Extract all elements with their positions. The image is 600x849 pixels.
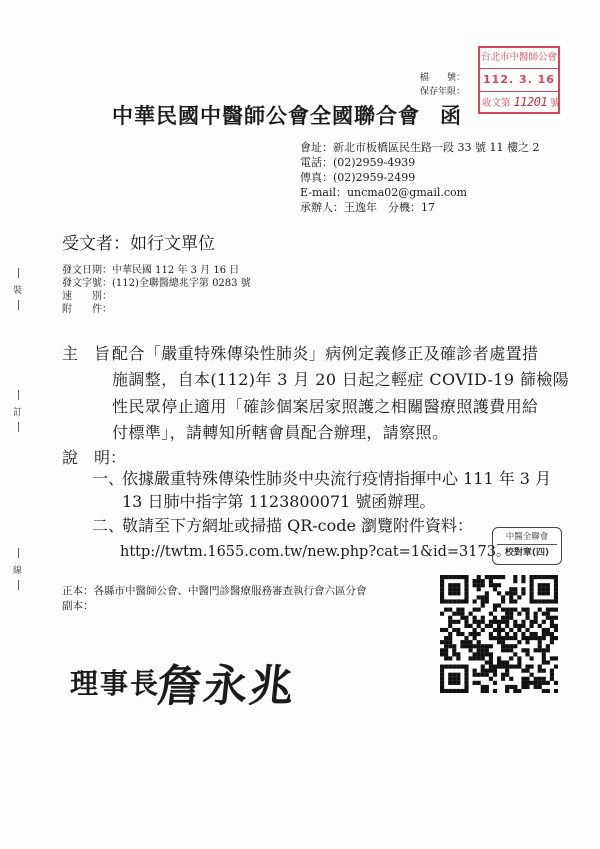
recipient: 受文者：如行文單位 (62, 234, 215, 254)
issue-number: 發文字號：(112)全聯醫總兆字第 0283 號 (62, 278, 251, 289)
subject-line: 施調整，自本(112)年 3 月 20 日起之輕症 COVID-19 篩檢陽 (112, 370, 570, 389)
explanation-item-number: 二、 (92, 516, 125, 535)
contact-email: E-mail：uncma02@gmail.com (300, 186, 468, 199)
binding-dash (18, 268, 19, 278)
receipt-stamp-org: 台北市中醫師公會 (480, 48, 558, 69)
file-number-label: 檔 號： (420, 73, 466, 83)
proofread-stamp-label: 校對章(四) (504, 548, 550, 558)
issue-date: 發文日期：中華民國 112 年 3 月 16 日 (62, 265, 240, 276)
distribution-copy: 副本： (62, 600, 94, 612)
receipt-stamp-number: 11201 (513, 95, 548, 109)
issuer-title: 中華民國中醫師公會全國聯合會 (112, 103, 420, 128)
retention-label: 保存年限： (420, 87, 466, 97)
signature-name: 詹永兆 (154, 661, 299, 712)
contact-address: 會址：新北市板橋區民生路一段 33 號 11 樓之 2 (300, 141, 540, 154)
explanation-item-line: 敬請至下方網址或掃描 QR-code 瀏覽附件資料： (122, 516, 474, 535)
explanation-item-number: 一、 (92, 469, 125, 488)
receipt-stamp-date: 112. 3. 16 (483, 73, 555, 86)
binding-dash (18, 580, 19, 590)
contact-handler: 承辦人：王逸年 分機：17 (300, 201, 435, 214)
receipt-stamp-suffix: 號 (550, 98, 560, 109)
document-meta (62, 264, 251, 316)
urgency: 速 別： (62, 291, 112, 302)
explanation-item-line: 依據嚴重特殊傳染性肺炎中央流行疫情指揮中心 111 年 3 月 (122, 469, 552, 488)
subject-line: 性民眾停止適用「確診個案居家照護之相關醫療照護費用給 (112, 397, 539, 416)
receipt-stamp (478, 46, 560, 114)
proofread-stamp-org: 中醫全聯會 (497, 530, 557, 545)
binding-dash (18, 422, 19, 432)
subject-label: 主 旨： (62, 344, 127, 363)
document-type: 函 (440, 103, 461, 128)
proofread-stamp (492, 527, 562, 565)
binding-mark-bind: 裝 (13, 286, 23, 296)
attachment-url[interactable]: http://twtm.1655.com.tw/new.php?cat=1&id=3173。 (120, 544, 511, 560)
receipt-stamp-number-row (480, 91, 558, 112)
subject-line: 配合「嚴重特殊傳染性肺炎」病例定義修正及確診者處置措 (112, 344, 539, 363)
binding-mark-line: 線 (13, 566, 23, 576)
binding-dash (18, 390, 19, 400)
contact-block (300, 140, 539, 215)
subject-line: 付標準」，請轉知所轄會員配合辦理，請察照。 (112, 423, 449, 442)
receipt-stamp-prefix: 收文第 (482, 98, 511, 109)
explanation-label: 說 明： (62, 448, 127, 467)
binding-mark-staple: 訂 (13, 408, 23, 418)
contact-fax: 傳真：(02)2959-2499 (300, 171, 416, 184)
binding-dash (18, 548, 19, 558)
contact-phone: 電話：(02)2959-4939 (300, 156, 416, 169)
attachments: 附 件： (62, 304, 112, 315)
distribution-original: 正本：各縣市中醫師公會、中醫門診醫療服務審查執行會六區分會 (62, 585, 367, 597)
signature-title: 理事長 (70, 667, 161, 700)
binding-dash (18, 300, 19, 310)
qr-code-icon[interactable] (440, 575, 558, 693)
explanation-item-line: 13 日肺中指字第 1123800071 號函辦理。 (122, 492, 436, 511)
